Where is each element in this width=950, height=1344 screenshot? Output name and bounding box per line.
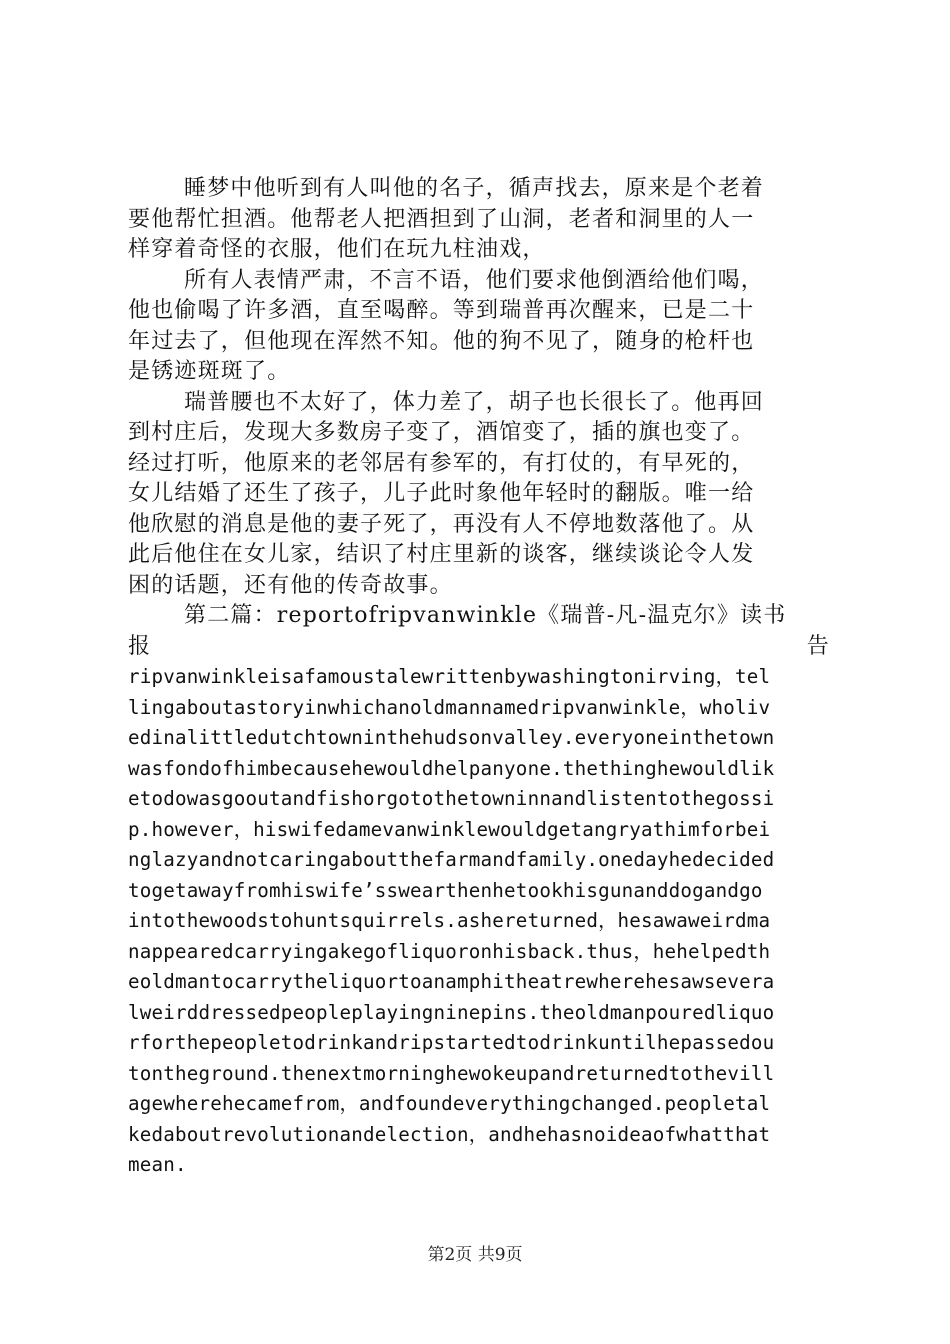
report-line: rforthepeopletodrinkandripstartedtodrinkuntilhepassedou xyxy=(128,1031,775,1054)
report-line: intothewoodstohuntsquirrels.ashereturned，hesawaweirdma xyxy=(128,909,771,932)
report-line: agewherehecamefrom，andfoundeverythingchanged.peopletal xyxy=(128,1092,771,1115)
text-line: 瑞普腰也不太好了，体力差了，胡子也长很长了。他再回 xyxy=(184,389,765,415)
text-line: 到村庄后，发现大多数房子变了，酒馆变了，插的旗也变了。 xyxy=(128,420,755,445)
text-line: 困的话题，还有他的传奇故事。 xyxy=(128,572,453,598)
heading-fragment-left: 报 xyxy=(128,633,152,659)
report-line: nglazyandnotcaringaboutthefarmandfamily.onedayhedecided xyxy=(128,848,775,871)
text-line: 睡梦中他听到有人叫他的名子，循声找去，原来是个老着 xyxy=(184,176,765,201)
text-line: 此后他住在女儿家，结识了村庄里新的谈客，继续谈论令人发 xyxy=(128,542,755,567)
report-line: wasfondofhimbecausehewouldhelpanyone.thethinghewouldlik xyxy=(128,756,775,780)
report-line: etodowasgooutandfishorgotothetowninnandlistentothegossi xyxy=(128,787,775,810)
heading-fragment-right: 告 xyxy=(806,633,830,659)
text-line: 要他帮忙担酒。他帮老人把酒担到了山洞，老者和洞里的人一 xyxy=(128,206,755,232)
report-line: nappearedcarryingakegofliquoronhisback.thus，hehelpedth xyxy=(128,939,771,963)
report-line: edinalittledutchtowninthehudsonvalley.everyoneinthetown xyxy=(128,726,775,749)
text-line: 经过打听，他原来的老邻居有参军的，有打仗的，有早死的， xyxy=(128,450,755,476)
section-heading-line: 第二篇：reportofripvanwinkle《瑞普-凡-温克尔》读书 xyxy=(184,603,787,628)
report-line: p.however，hiswifedamevanwinklewouldgetangryathimforbei xyxy=(128,817,771,841)
text-line: 所有人表情严肃，不言不语，他们要求他倒酒给他们喝， xyxy=(184,267,765,293)
paragraph-3 xyxy=(128,388,830,602)
paragraph-2 xyxy=(128,266,830,388)
text-line: 年过去了，但他现在浑然不知。他的狗不见了，随身的枪杆也 xyxy=(128,328,755,354)
report-line: ripvanwinkleisafamoustalewrittenbywashingtonirving，tel xyxy=(128,665,771,688)
paragraph-1 xyxy=(128,174,830,266)
text-line: 女儿结婚了还生了孩子，儿子此时象他年轻时的翻版。唯一给 xyxy=(128,481,755,506)
report-line: tontheground.thenextmorninghewokeupandreturnedtothevill xyxy=(128,1061,775,1085)
section-heading-continuation xyxy=(128,632,830,663)
report-line: eoldmantocarrytheliquortoanamphitheatrewherehesawsevera xyxy=(128,970,775,993)
report-line: togetawayfromhiswife’sswearthenhetookhisgunanddogandgo xyxy=(128,878,763,902)
text-line: 他也偷喝了许多酒，直至喝醉。等到瑞普再次醒来，已是二十 xyxy=(128,298,755,323)
section-heading xyxy=(128,601,830,662)
text-line: 样穿着奇怪的衣服，他们在玩九柱油戏， xyxy=(128,237,546,262)
english-report xyxy=(128,662,830,1181)
page-number-label: 第2页 共9页 xyxy=(427,1245,523,1265)
report-line: lweirddressedpeopleplayingninepins.theoldmanpouredliquo xyxy=(128,1000,775,1024)
report-line: kedaboutrevolutionandelection，andhehasnoideaofwhatthat xyxy=(128,1122,771,1146)
document-body xyxy=(128,174,830,1181)
report-line: lingaboutastoryinwhichanoldmannamedripvanwinkle，wholiv xyxy=(128,695,771,719)
page-footer xyxy=(0,1240,950,1265)
text-line: 他欣慰的消息是他的妻子死了，再没有人不停地数落他了。从 xyxy=(128,511,755,537)
report-line: mean. xyxy=(128,1153,187,1176)
text-line: 是锈迹斑斑了。 xyxy=(128,359,291,384)
